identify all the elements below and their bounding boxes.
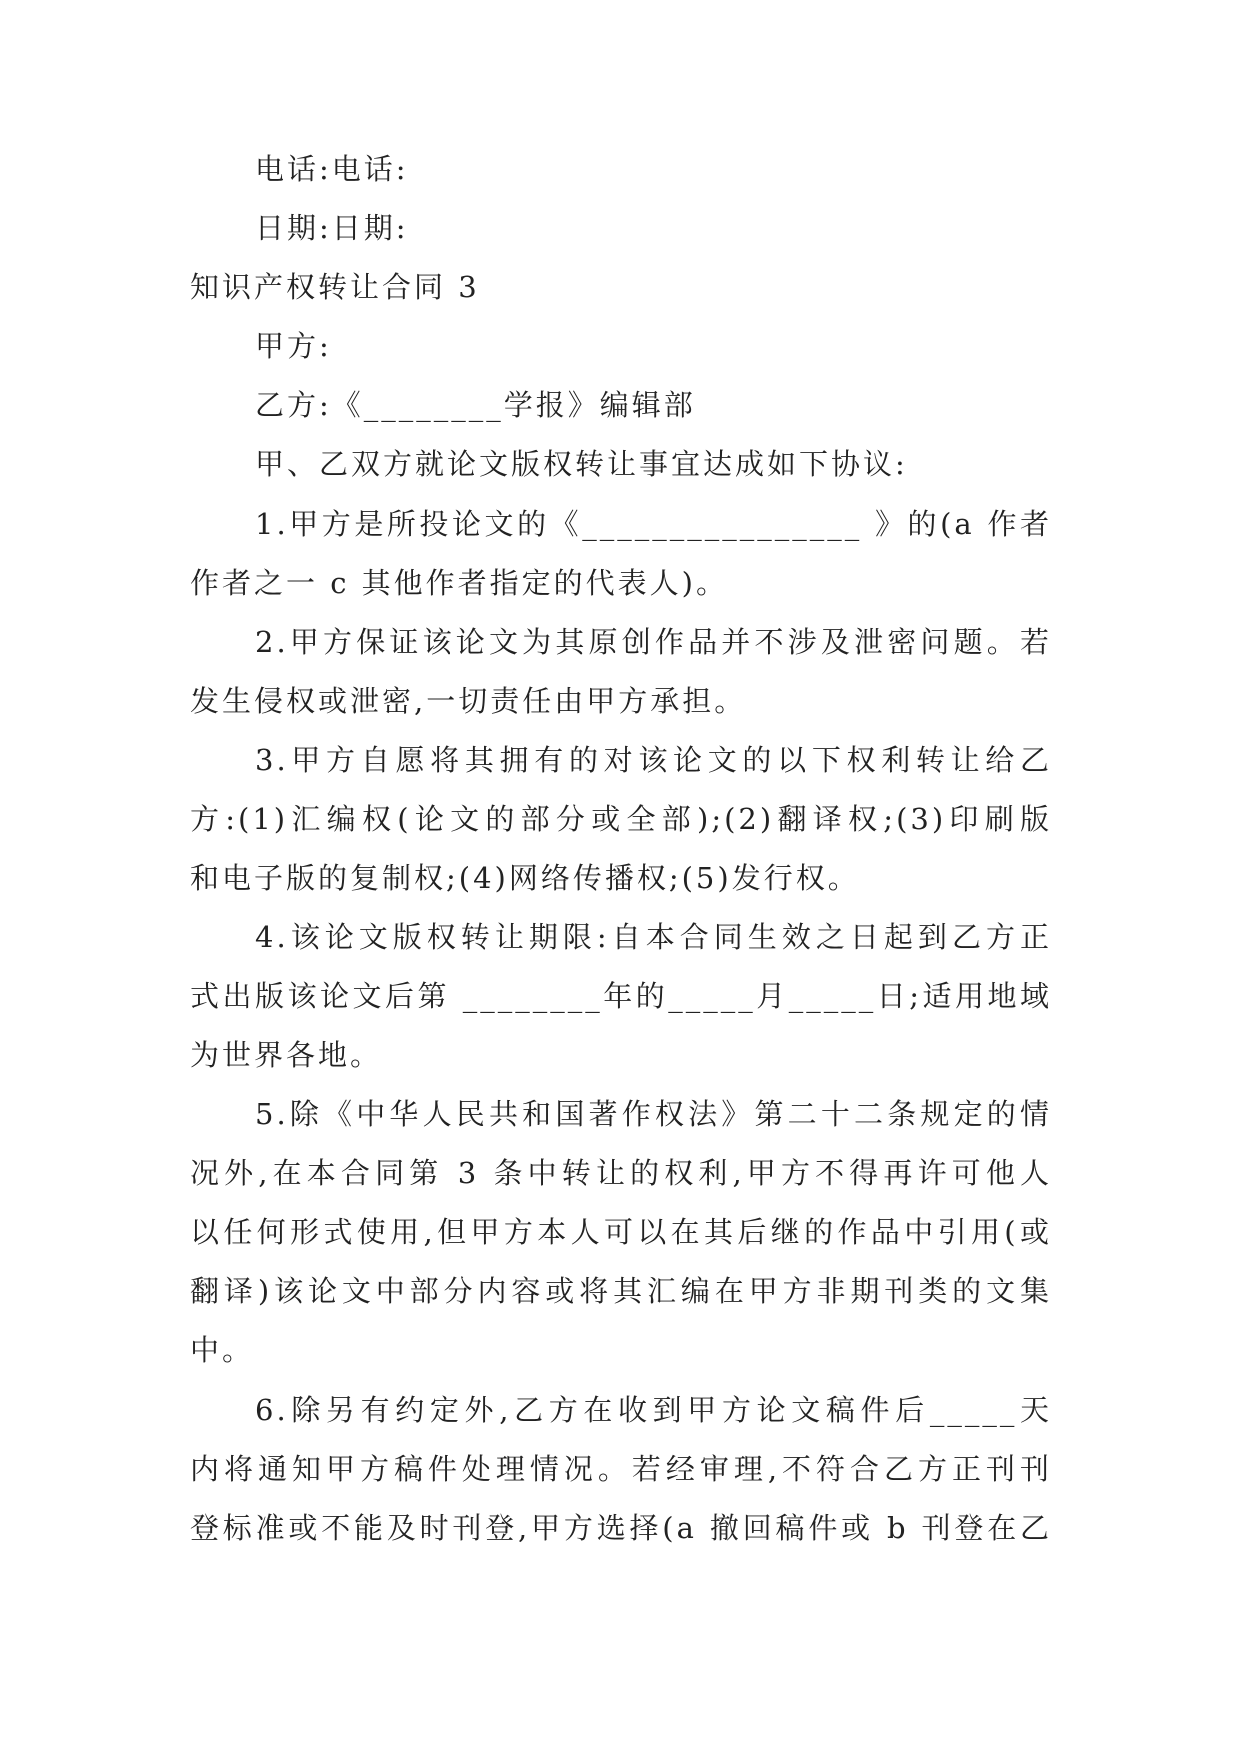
party-b-line: 乙方:《________学报》编辑部: [255, 388, 696, 422]
clause-1-line-2: 作者之一 c 其他作者指定的代表人)。: [190, 566, 728, 600]
clause-3-line-3: 和电子版的复制权;(4)网络传播权;(5)发行权。: [190, 861, 860, 895]
clause-5-line-5: 中。: [190, 1333, 255, 1367]
agreement-intro: 甲、乙双方就论文版权转让事宜达成如下协议:: [255, 447, 908, 481]
clause-5-line-3: 以任何形式使用,但甲方本人可以在其后继的作品中引用(或: [190, 1215, 1052, 1249]
clause-3-line-1: 3.甲方自愿将其拥有的对该论文的以下权利转让给乙: [255, 743, 1052, 777]
date-line: 日期:日期:: [255, 211, 409, 245]
clause-4-line-2: 式出版该论文后第 ________年的_____月_____日;适用地域: [190, 979, 1052, 1013]
clause-5-line-2: 况外,在本合同第 3 条中转让的权利,甲方不得再许可他人: [190, 1156, 1052, 1190]
clause-5-line-1: 5.除《中华人民共和国著作权法》第二十二条规定的情: [255, 1097, 1052, 1131]
clause-5-line-4: 翻译)该论文中部分内容或将其汇编在甲方非期刊类的文集: [190, 1274, 1052, 1308]
clause-1-line-1: 1.甲方是所投论文的《________________ 》的(a 作者: [255, 507, 1052, 541]
party-a-line: 甲方:: [255, 329, 332, 363]
clause-6-line-2: 内将通知甲方稿件处理情况。若经审理,不符合乙方正刊刊: [190, 1452, 1052, 1486]
contract-title: 知识产权转让合同 3: [190, 270, 480, 304]
clause-4-line-3: 为世界各地。: [190, 1038, 383, 1072]
phone-line: 电话:电话:: [255, 152, 409, 186]
clause-2-line-2: 发生侵权或泄密,一切责任由甲方承担。: [190, 684, 747, 718]
clause-2-line-1: 2.甲方保证该论文为其原创作品并不涉及泄密问题。若: [255, 625, 1052, 659]
clause-6-line-1: 6.除另有约定外,乙方在收到甲方论文稿件后_____天: [255, 1393, 1052, 1427]
clause-6-line-3: 登标准或不能及时刊登,甲方选择(a 撤回稿件或 b 刊登在乙: [190, 1511, 1052, 1545]
clause-4-line-1: 4.该论文版权转让期限:自本合同生效之日起到乙方正: [255, 920, 1052, 954]
clause-3-line-2: 方:(1)汇编权(论文的部分或全部);(2)翻译权;(3)印刷版: [190, 802, 1052, 836]
